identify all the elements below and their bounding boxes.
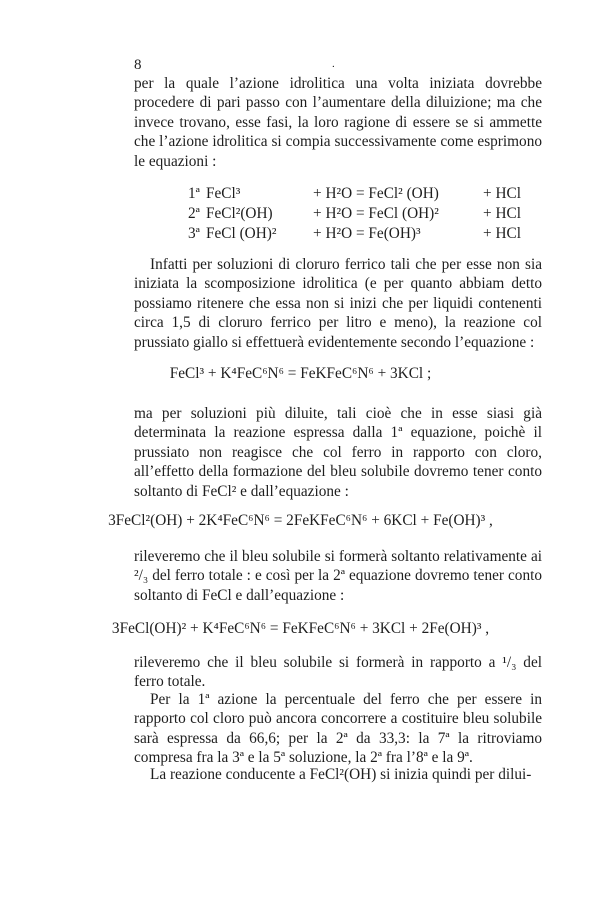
paragraph-7: La reazione conducente a FeCl²(OH) si inizia quindi per dilui- (150, 766, 532, 783)
reaction-product: + HCl (483, 185, 521, 202)
paragraph-6: Per la 1ª azione la percentuale del ferro che per essere in rapporto col cloro può ancora concorrere a costituire bleu solubile sarà espressa da 66,6; per la 2ª da 33,3: la 7ª la ritroviamo compresa fra la 3ª e la 5ª soluzione, la 2ª fra l’8ª e la 9ª. (134, 691, 542, 767)
reaction-product: + HCl (483, 205, 521, 222)
paragraph-5: rileveremo che il bleu solubile si formerà in rapporto a ¹/₃ del ferro totale. (134, 654, 542, 691)
reaction-row (188, 204, 521, 224)
equation-2: 3FeCl²(OH) + 2K⁴FeC⁶N⁶ = 2FeKFeC⁶N⁶ + 6KCl + Fe(OH)³ , (108, 512, 493, 529)
paragraph-3: ma per soluzioni più diluite, tali cioè che in esse siasi già determinata la reazione espressa dalla 1ª equazione, poichè il prussiato non reagisce che col ferro in rapporto con cloro, all’effetto della formazione del bleu solubile dovremo tener conto soltanto di FeCl² e dall’equazione : (134, 405, 542, 500)
reaction-reactant: FeCl²(OH) (206, 205, 273, 222)
reaction-number: 3ª (188, 225, 200, 242)
paragraph-2: Infatti per soluzioni di cloruro ferrico tali che per esse non sia iniziata la scomposizione idrolitica (e per quanto abbiam detto possiamo ritenere che essa non si inizi che per liquidi contenenti circa 1,5 di cloruro ferrico per litro e meno), la reazione col prussiato giallo si effettuerà evidentemente secondo l’equazione : (134, 256, 542, 351)
reaction-row (188, 184, 521, 204)
equation-3: 3FeCl(OH)² + K⁴FeC⁶N⁶ = FeKFeC⁶N⁶ + 3KCl + 2Fe(OH)³ , (111, 620, 490, 637)
reaction-list (188, 184, 521, 244)
page-mark: . (332, 58, 335, 70)
reaction-body: + H²O = FeCl (OH)² (313, 205, 439, 222)
reaction-reactant: FeCl³ (206, 185, 241, 202)
reaction-number: 2ª (188, 205, 200, 222)
reaction-body: + H²O = FeCl² (OH) (313, 185, 439, 202)
page-number: 8 (134, 57, 142, 73)
equation-1: FeCl³ + K⁴FeC⁶N⁶ = FeKFeC⁶N⁶ + 3KCl ; (169, 365, 432, 382)
reaction-reactant: FeCl (OH)² (206, 225, 277, 242)
reaction-product: + HCl (483, 225, 521, 242)
reaction-number: 1ª (188, 185, 200, 202)
reaction-body: + H²O = Fe(OH)³ (313, 225, 421, 242)
paragraph-1: per la quale l’azione idrolitica una volta iniziata dovrebbe procedere di pari passo con l’aumentare della diluizione; ma che invece trovano, esse fasi, la loro ragione di essere se si ammette che l’azione idrolitica si compia successivamente come esprimono le equazioni : (134, 75, 542, 170)
paragraph-4: rileveremo che il bleu solubile si formerà soltanto relativamente ai ²/₃ del ferro totale : e così per la 2ª equazione dovremo tener conto soltanto di FeCl e dall’equazione : (134, 548, 542, 604)
reaction-row (188, 224, 521, 244)
